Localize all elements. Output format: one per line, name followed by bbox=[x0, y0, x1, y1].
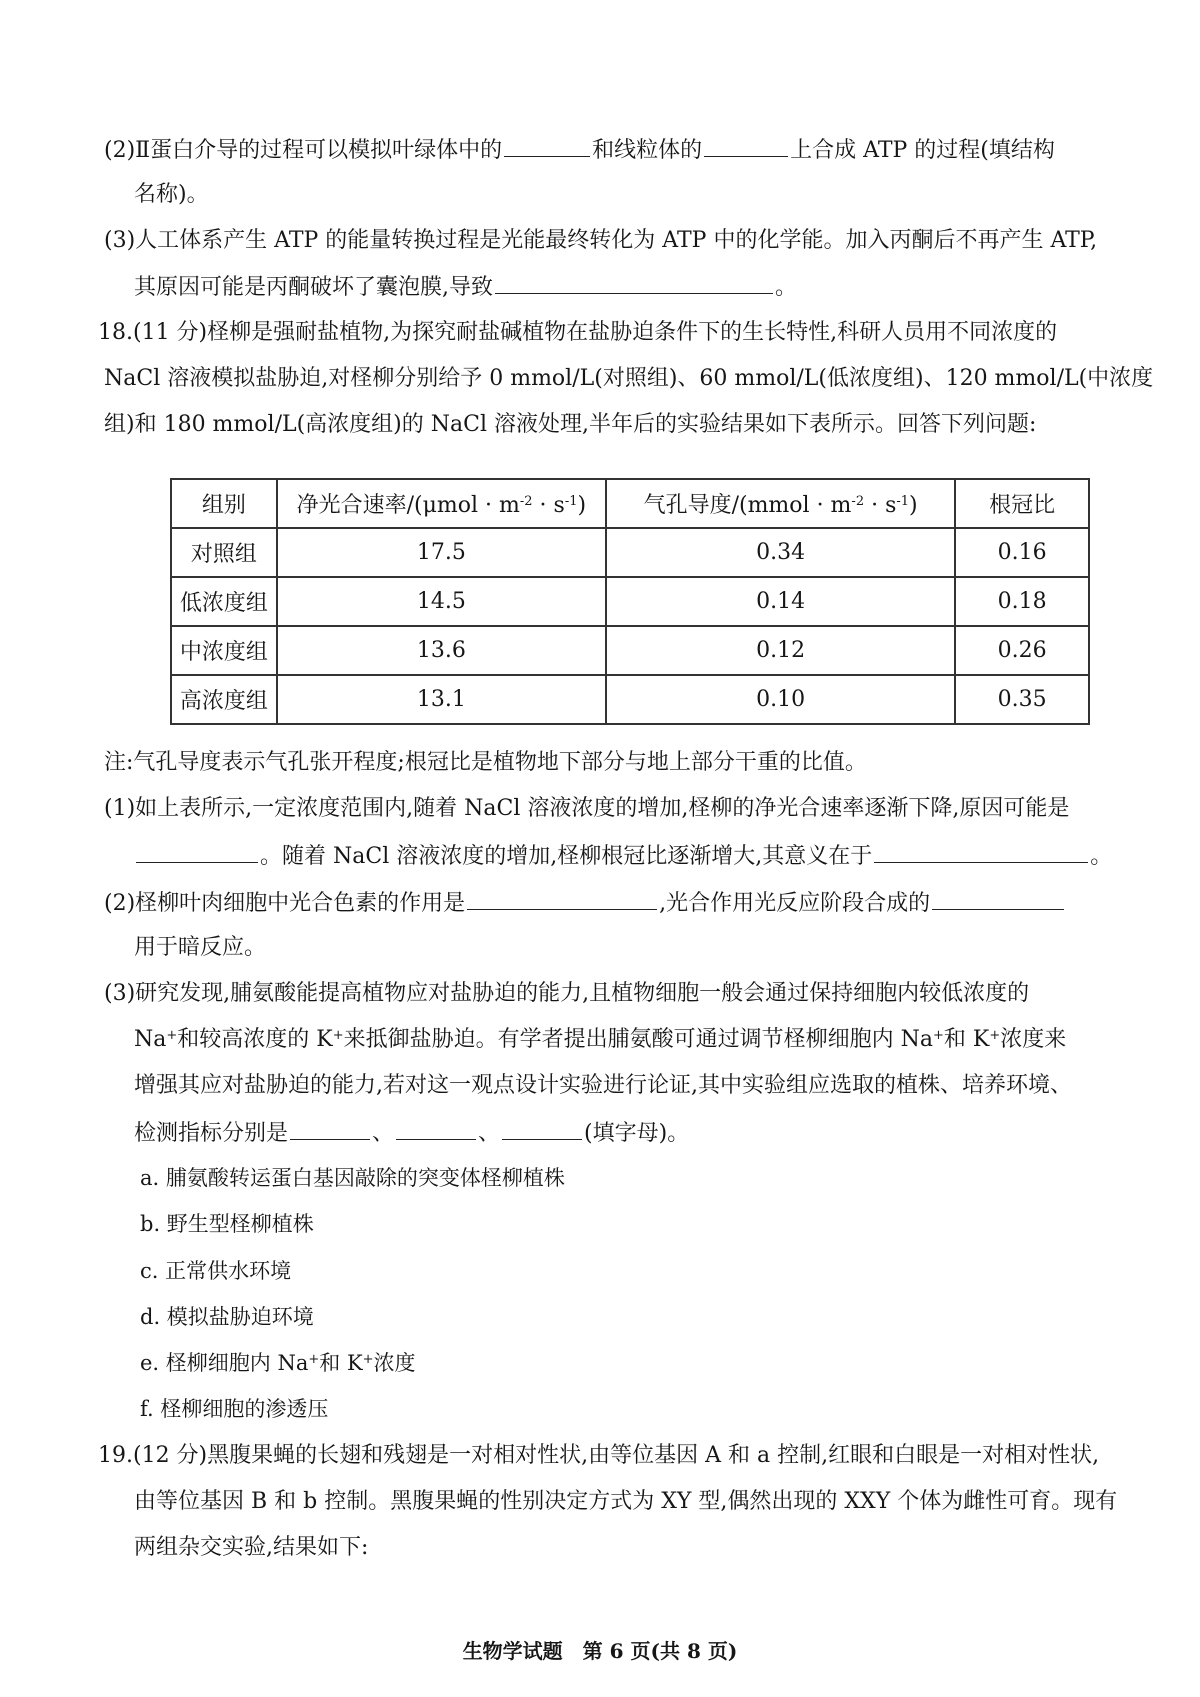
table-row bbox=[171, 626, 1089, 675]
cell-stomatal-conductance: 0.10 bbox=[606, 675, 955, 724]
results-table bbox=[170, 478, 1090, 725]
q18-part1-line2 bbox=[134, 840, 1112, 872]
page-footer: 生物学试题 第 6 页(共 8 页) bbox=[462, 1639, 738, 1663]
q18-part3-line3: 增强其应对盐胁迫的能力,若对这一观点设计实验进行论证,其中实验组应选取的植株、培养环境、 bbox=[134, 1073, 1072, 1098]
q19-line2: 由等位基因 B 和 b 控制。黑腹果蝇的性别决定方式为 XY 型,偶然出现的 XXY 个体为雌性可育。现有 bbox=[134, 1489, 1118, 1514]
header-stomatal-conductance: 气孔导度/(mmol · $m^{-2} \cdot s^{-1}$) bbox=[606, 479, 955, 528]
cell-stomatal-conductance: 0.34 bbox=[606, 528, 955, 577]
q17-part3-text-b: 其原因可能是丙酮破坏了囊泡膜,导致 bbox=[134, 275, 493, 300]
q18-part3-line4: 检测指标分别是 、 、 (填字母)。 bbox=[134, 1117, 689, 1149]
q17-part2-text-c: 上合成 ATP 的过程(填结构 bbox=[790, 138, 1055, 163]
q18-part3-text: Na bbox=[134, 1027, 167, 1052]
answer-blank[interactable] bbox=[290, 1117, 370, 1140]
q18-part3-text: 来抵御盐胁迫。有学者提出脯氨酸可通过调节柽柳细胞内 Na bbox=[343, 1027, 933, 1052]
q18-part3-text-e: (填字母)。 bbox=[584, 1121, 690, 1146]
answer-blank[interactable] bbox=[704, 134, 788, 157]
cell-net-photosynthesis: 13.6 bbox=[277, 626, 606, 675]
table-header-row bbox=[171, 479, 1089, 528]
answer-blank[interactable] bbox=[504, 134, 590, 157]
q18-part1-line1: (1)如上表所示,一定浓度范围内,随着 NaCl 溶液浓度的增加,柽柳的净光合速率逐渐下降,原因可能是 bbox=[104, 796, 1070, 821]
q18-part3-text: 浓度来 bbox=[1000, 1027, 1067, 1052]
cell-net-photosynthesis: 13.1 bbox=[277, 675, 606, 724]
option-e: e. 柽柳细胞内 Na+和 K+浓度 bbox=[140, 1351, 416, 1375]
option-d: d. 模拟盐胁迫环境 bbox=[140, 1305, 314, 1329]
answer-blank[interactable] bbox=[136, 840, 258, 863]
table-row bbox=[171, 675, 1089, 724]
q18-part3-line2: Na+和较高浓度的 K+来抵御盐胁迫。有学者提出脯氨酸可通过调节柽柳细胞内 Na+和 K+浓度来 bbox=[134, 1027, 1067, 1052]
cell-group: 低浓度组 bbox=[171, 577, 277, 626]
cell-group: 中浓度组 bbox=[171, 626, 277, 675]
answer-blank[interactable] bbox=[874, 840, 1088, 863]
q17-part3-line1: (3)人工体系产生 ATP 的能量转换过程是光能最终转化为 ATP 中的化学能。加入丙酮后不再产生 ATP, bbox=[104, 228, 1098, 253]
cell-net-photosynthesis: 17.5 bbox=[277, 528, 606, 577]
table-row bbox=[171, 528, 1089, 577]
q18-part3-text: 和较高浓度的 K bbox=[177, 1027, 333, 1052]
cell-group: 对照组 bbox=[171, 528, 277, 577]
header-net-photosynthesis: 净光合速率$/(\mu mol \cdot m^{-2} \cdot s^{-1})$ bbox=[277, 479, 606, 528]
option-a: a. 脯氨酸转运蛋白基因敲除的突变体柽柳植株 bbox=[140, 1166, 565, 1190]
table-row bbox=[171, 577, 1089, 626]
q18-intro-line3: 组)和 180 mmol/L(高浓度组)的 NaCl 溶液处理,半年后的实验结果如下表所示。回答下列问题: bbox=[104, 412, 1037, 437]
q17-part2-line2: 名称)。 bbox=[134, 182, 209, 207]
q18-part2-line2: 用于暗反应。 bbox=[134, 935, 267, 960]
cell-stomatal-conductance: 0.12 bbox=[606, 626, 955, 675]
cell-root-shoot-ratio: 0.35 bbox=[955, 675, 1089, 724]
q19-line3: 两组杂交实验,结果如下: bbox=[134, 1535, 369, 1560]
q18-part1-text-c: 。 bbox=[1090, 844, 1113, 869]
q18-part2-text-b: ,光合作用光反应阶段合成的 bbox=[659, 891, 931, 916]
header-group: 组别 bbox=[171, 479, 277, 528]
answer-blank[interactable] bbox=[495, 271, 773, 294]
table-note: 注:气孔导度表示气孔张开程度;根冠比是植物地下部分与地上部分干重的比值。 bbox=[104, 750, 867, 775]
q18-part3-text-d: 检测指标分别是 bbox=[134, 1121, 289, 1146]
q17-part3-text-c: 。 bbox=[775, 275, 798, 300]
q18-part3-text: 和 K bbox=[943, 1027, 990, 1052]
answer-blank[interactable] bbox=[932, 887, 1064, 910]
answer-blank[interactable] bbox=[467, 887, 657, 910]
q17-part2-text-b: 和线粒体的 bbox=[592, 138, 703, 163]
option-b: b. 野生型柽柳植株 bbox=[140, 1212, 314, 1236]
q18-part3-line1: (3)研究发现,脯氨酸能提高植物应对盐胁迫的能力,且植物细胞一般会通过保持细胞内较低浓度的 bbox=[104, 981, 1030, 1006]
q17-part2-text-a: (2)Ⅱ蛋白介导的过程可以模拟叶绿体中的 bbox=[104, 138, 503, 163]
q17-part3-line2 bbox=[134, 271, 797, 303]
q18-part2-text-a: (2)柽柳叶肉细胞中光合色素的作用是 bbox=[104, 891, 466, 916]
q18-part1-text-b: 。随着 NaCl 溶液浓度的增加,柽柳根冠比逐渐增大,其意义在于 bbox=[260, 844, 873, 869]
cell-root-shoot-ratio: 0.16 bbox=[955, 528, 1089, 577]
cell-net-photosynthesis: 14.5 bbox=[277, 577, 606, 626]
header-root-shoot-ratio: 根冠比 bbox=[955, 479, 1089, 528]
q18-part2-line1 bbox=[104, 887, 1066, 919]
q17-part2-line1 bbox=[104, 134, 1055, 166]
cell-root-shoot-ratio: 0.26 bbox=[955, 626, 1089, 675]
cell-stomatal-conductance: 0.14 bbox=[606, 577, 955, 626]
answer-blank[interactable] bbox=[502, 1117, 582, 1140]
option-f: f. 柽柳细胞的渗透压 bbox=[140, 1397, 329, 1421]
cell-root-shoot-ratio: 0.18 bbox=[955, 577, 1089, 626]
q18-intro-line1: 18.(11 分)柽柳是强耐盐植物,为探究耐盐碱植物在盐胁迫条件下的生长特性,科研人员用不同浓度的 bbox=[98, 320, 1058, 345]
q18-intro-line2: NaCl 溶液模拟盐胁迫,对柽柳分别给予 0 mmol/L(对照组)、60 mmol/L(低浓度组)、120 mmol/L(中浓度 bbox=[104, 366, 1154, 391]
answer-blank[interactable] bbox=[396, 1117, 476, 1140]
cell-group: 高浓度组 bbox=[171, 675, 277, 724]
q19-line1: 19.(12 分)黑腹果蝇的长翅和残翅是一对相对性状,由等位基因 A 和 a 控制,红眼和白眼是一对相对性状, bbox=[98, 1443, 1100, 1468]
option-c: c. 正常供水环境 bbox=[140, 1259, 292, 1283]
